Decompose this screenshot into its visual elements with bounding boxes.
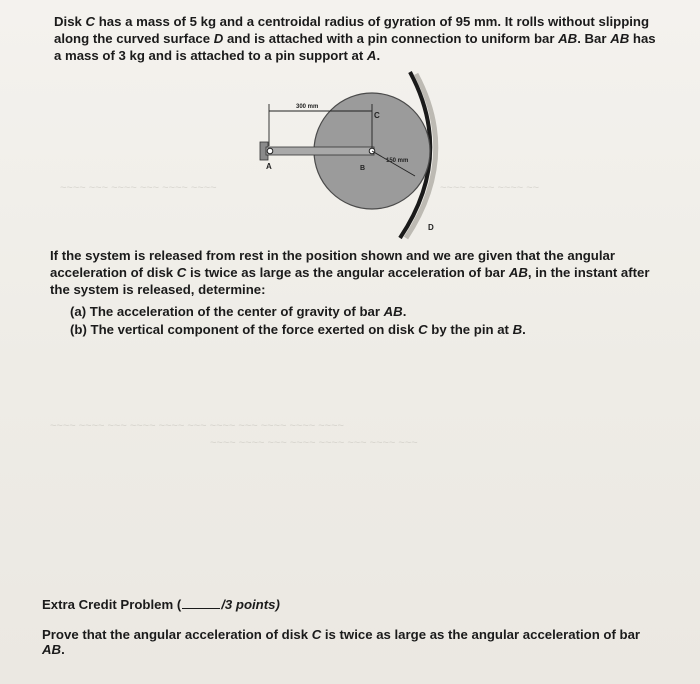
show-through-marks: ~~~~ ~~~~ ~~~~ ~~ — [440, 182, 540, 194]
label-b: B — [360, 165, 366, 172]
mechanism-figure — [250, 66, 450, 244]
dim-150-label: 150 mm — [386, 158, 409, 164]
extra-credit-prompt: Prove that the angular acceleration of disk C is twice as large as the angular acceleration of bar AB. — [42, 627, 641, 657]
show-through-marks: ~~~~ ~~~~ ~~~ ~~~~ ~~~~ ~~~ ~~~~ ~~~ ~~~~ ~~~~ ~~~~ — [50, 420, 344, 432]
extra-credit-heading: Extra Credit Problem ( /3 points) — [42, 597, 280, 612]
part-b: (b) The vertical component of the force exerted on disk C by the pin at B. — [70, 322, 526, 337]
release-condition-text: If the system is released from rest in the position shown and we are given that the angular acceleration of disk C is twice as large as the angular acceleration of bar AB, in the instant after the system is released, determine: — [50, 248, 650, 297]
bar-ab — [266, 147, 374, 155]
question-parts — [70, 303, 630, 339]
show-through-marks: ~~~~ ~~~~ ~~~ ~~~~ ~~~~ ~~~ ~~~~ ~~~ — [210, 437, 418, 449]
problem-statement: Disk C has a mass of 5 kg and a centroidal radius of gyration of 95 mm. It rolls without slipping along the curved surface D and is attached with a pin connection to uniform bar AB. Bar AB has a mass of 3 kg and is attached to a pin support at A. — [54, 14, 656, 63]
label-a: A — [266, 162, 272, 171]
show-through-marks: ~~~~ ~~~ ~~~~ ~~~ ~~~~ ~~~~ — [60, 182, 217, 194]
mechanism-diagram — [250, 66, 450, 244]
label-c: C — [374, 111, 380, 120]
label-d: D — [428, 223, 434, 232]
points-blank — [182, 598, 220, 609]
pin-a — [267, 148, 273, 154]
part-a: (a) The acceleration of the center of gravity of bar AB. — [70, 304, 407, 319]
dim-300-label: 300 mm — [296, 104, 319, 110]
